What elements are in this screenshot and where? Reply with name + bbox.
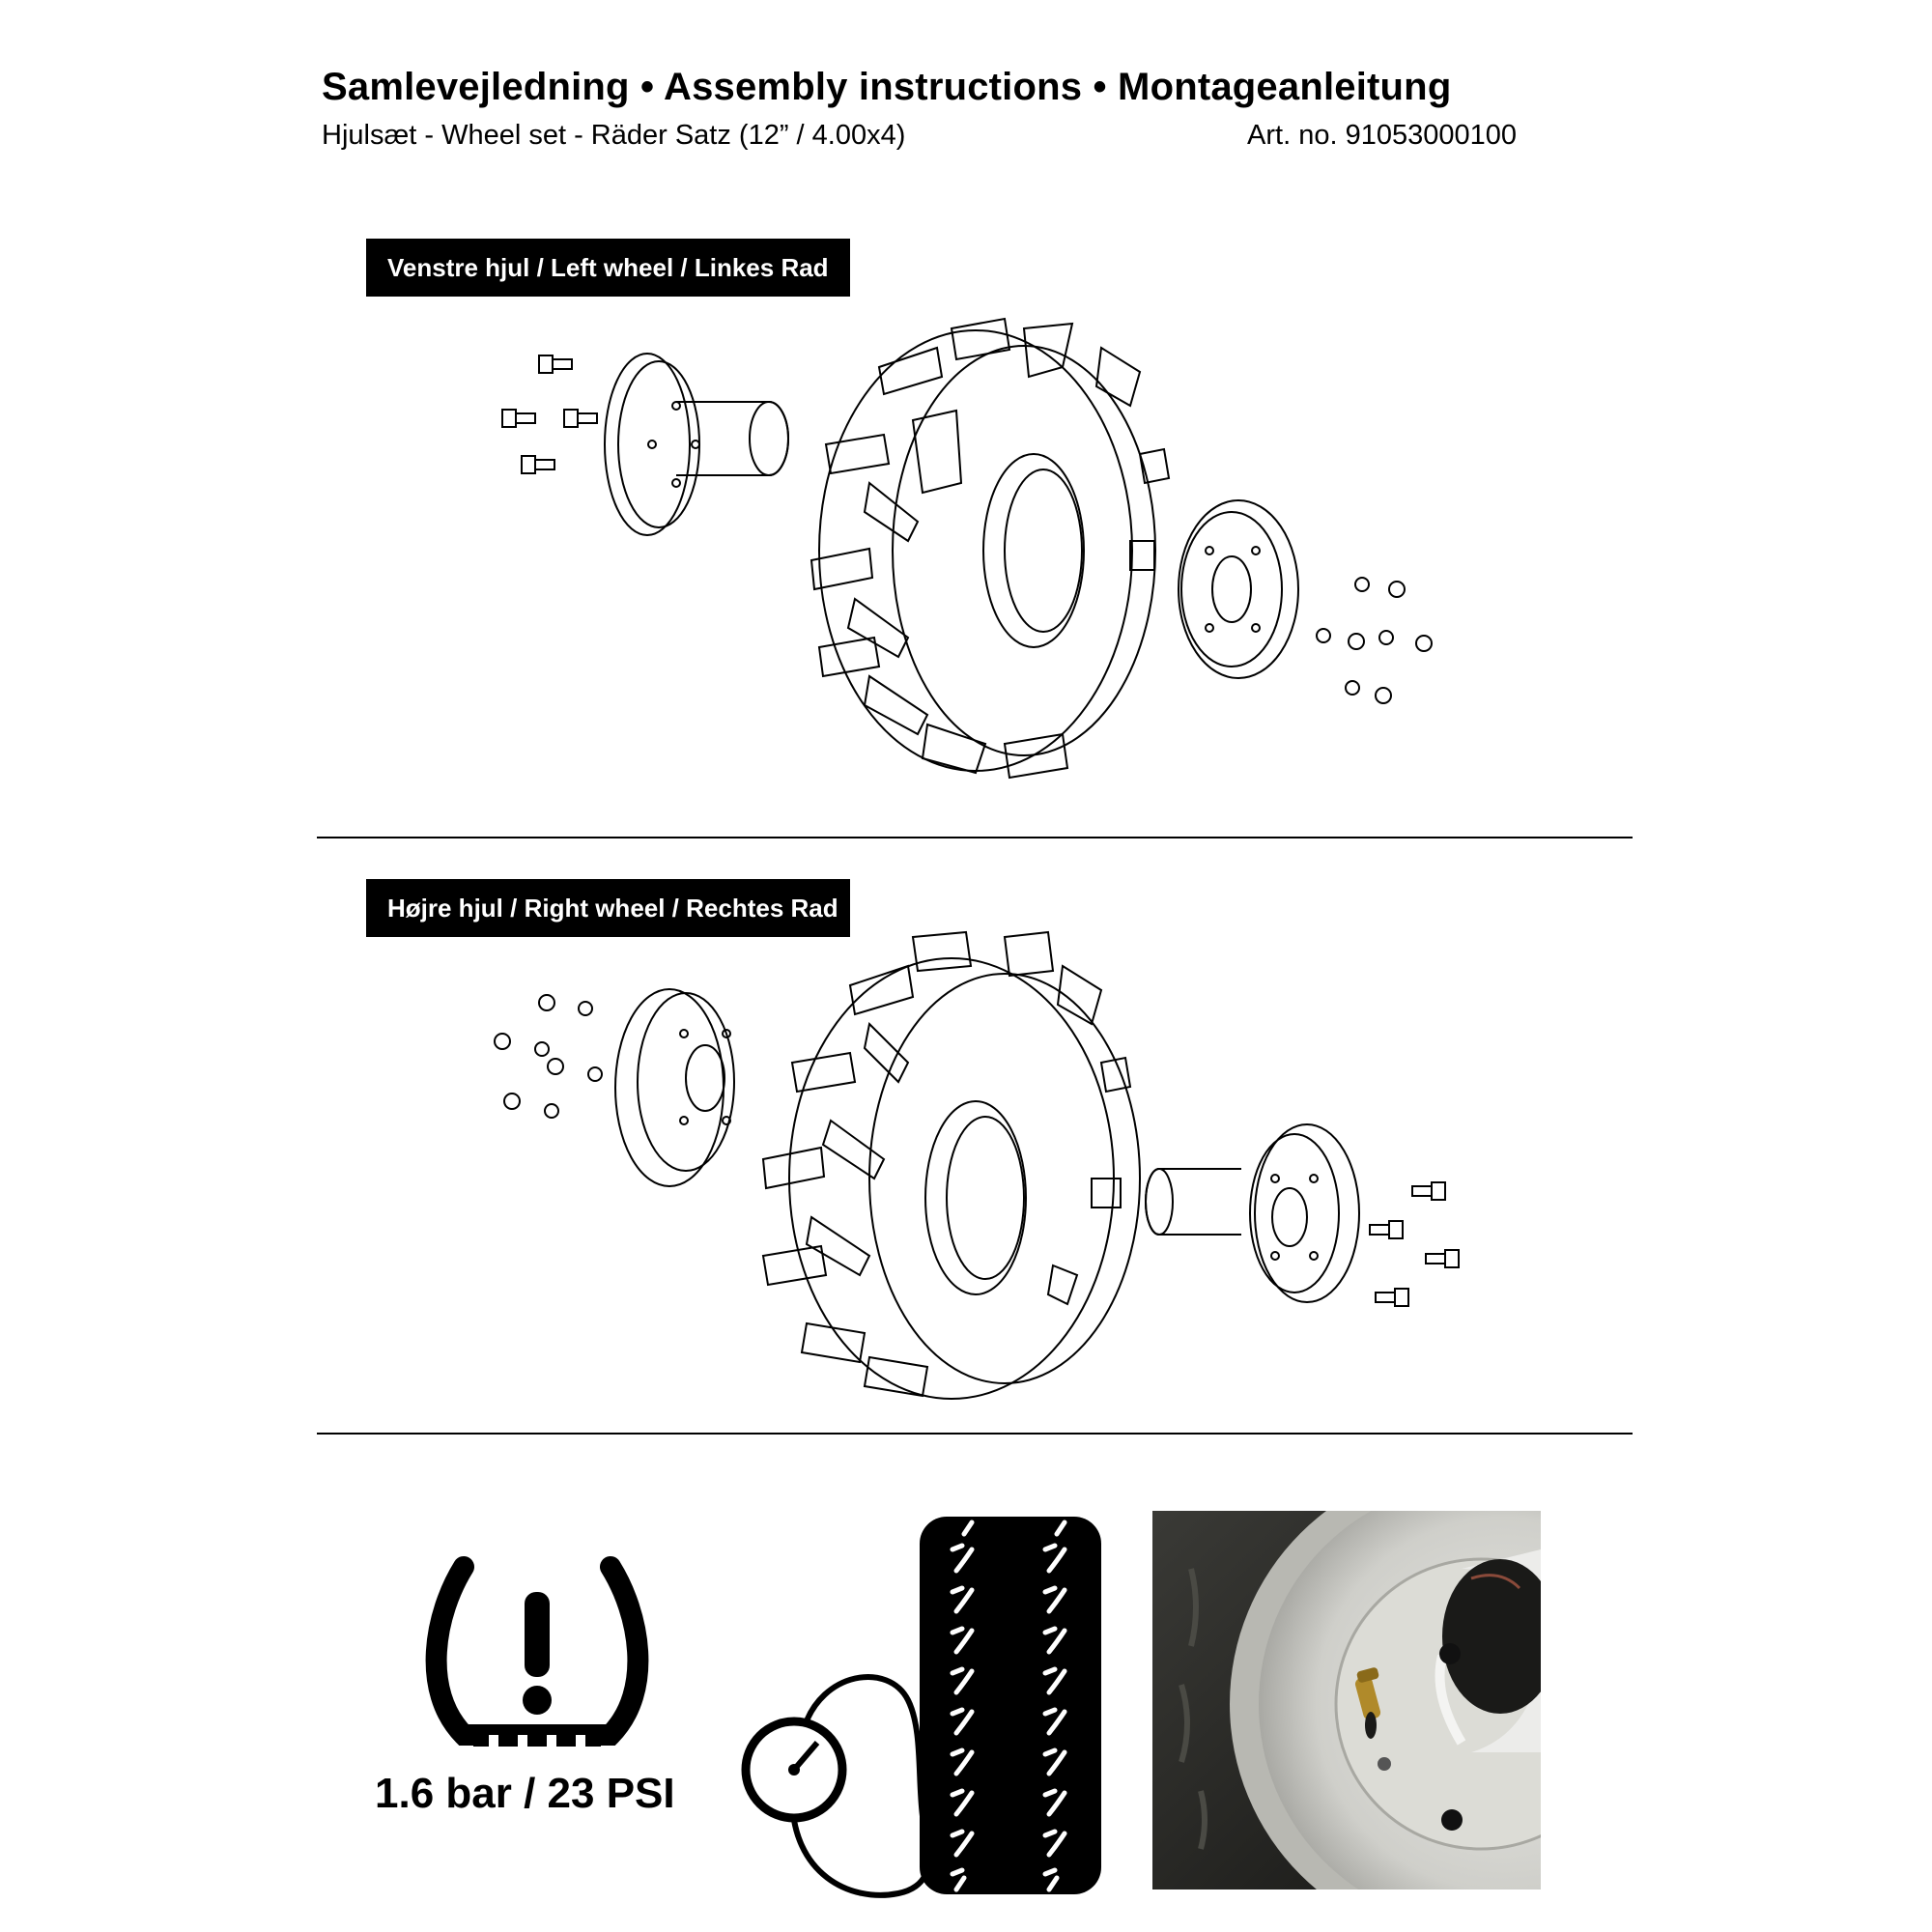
left-wheel-label: Venstre hjul / Left wheel / Linkes Rad [366,239,850,297]
right-wheel-label: Højre hjul / Right wheel / Rechtes Rad [366,879,850,937]
tire-pressure-warning-icon [425,1555,649,1754]
article-number: Art. no. 91053000100 [1247,120,1517,151]
rim-icon [1179,500,1298,678]
hub-icon [1146,1124,1359,1302]
section-divider [317,837,1633,838]
tire-icon [811,319,1169,778]
valve-photo [1152,1511,1541,1889]
document-subtitle: Hjulsæt - Wheel set - Räder Satz (12” / 4.00x4) [322,120,906,151]
nut-icon [1317,578,1432,703]
nut-icon [495,995,602,1118]
hub-icon [605,354,788,535]
right-wheel-exploded-diagram [0,927,1932,1410]
tire-pressure-value: 1.6 bar / 23 PSI [375,1770,675,1817]
tire-tread-icon [918,1515,1103,1896]
bolt-icon [1370,1182,1459,1306]
bolt-icon [502,355,597,473]
section-divider [317,1433,1633,1435]
rim-icon [615,989,734,1186]
tire-icon [763,932,1140,1399]
document-title: Samlevejledning • Assembly instructions • Montageanleitung [322,66,1452,108]
pressure-gauge-icon [715,1662,937,1913]
left-wheel-exploded-diagram [0,290,1932,782]
